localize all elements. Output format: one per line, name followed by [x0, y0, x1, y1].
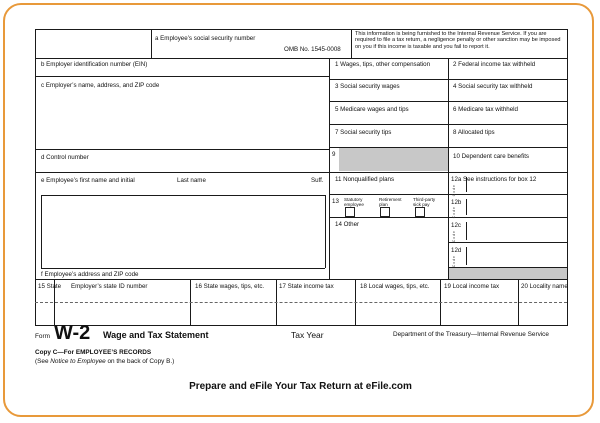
address-box-top [41, 195, 325, 196]
label-retirement-plan: Retirement plan [379, 197, 402, 207]
label-box17: 17 State income tax [279, 283, 334, 290]
label-box16: 16 State wages, tips, etc. [195, 283, 265, 290]
see-notice-italic: Notice to Employee [50, 358, 106, 365]
tax-year-label: Tax Year [291, 330, 324, 340]
checkbox-retirement-plan[interactable] [380, 207, 390, 217]
address-box-right [325, 195, 326, 268]
line-state-top [35, 279, 567, 280]
see-notice-line [35, 358, 174, 366]
label-box19: 19 Local income tax [444, 283, 500, 290]
label-box18: 18 Local wages, tips, etc. [360, 283, 430, 290]
label-box-e-last: Last name [177, 177, 206, 184]
line-c [35, 149, 329, 150]
form-title: Wage and Tax Statement [103, 330, 209, 340]
code-label-12c: C o d e [452, 231, 456, 243]
see-notice-post: on the back of Copy B.) [105, 358, 175, 365]
divider-a-left [151, 29, 152, 58]
see-notice-pre: (See [35, 358, 51, 365]
label-statutory-employee: Statutory employee [344, 197, 364, 207]
divider-right-columns [448, 58, 449, 279]
label-box15-state: 15 State [38, 283, 62, 290]
border-right [567, 29, 568, 326]
efile-cta: Prepare and eFile Your Tax Return at eFile.com [189, 381, 412, 392]
label-box6: 6 Medicare tax withheld [453, 106, 519, 113]
label-box12b: 12b [451, 199, 462, 206]
label-box12d: 12d [451, 247, 462, 254]
label-box11: 11 Nonqualified plans [335, 176, 395, 183]
code-label-12a: C o d e [452, 185, 456, 197]
line-12b [448, 217, 567, 218]
line-12c [448, 242, 567, 243]
divider-notice-left [351, 29, 352, 58]
w2-form-grid [35, 29, 567, 325]
label-box12a: 12a See instructions for box 12 [451, 176, 537, 183]
label-box4: 4 Social security tax withheld [453, 83, 533, 90]
border-top [35, 29, 567, 30]
label-box13: 13 [332, 198, 339, 205]
label-box-c: c Employer’s name, address, and ZIP code [41, 82, 160, 89]
label-omb: OMB No. 1545-0008 [284, 46, 341, 53]
line-b [35, 76, 329, 77]
label-box2: 2 Federal income tax withheld [453, 61, 536, 68]
code-label-12d: C o d e [452, 256, 456, 268]
label-box9: 9 [332, 151, 336, 158]
box9-shade [339, 148, 448, 171]
department-label: Department of the Treasury—Internal Revenue Service [393, 331, 549, 338]
code-divider-12c [466, 222, 467, 240]
row-line-top [35, 58, 567, 59]
checkbox-third-party-sick-pay[interactable] [415, 207, 425, 217]
label-irs-notice: This information is being furnished to the Internal Revenue Service. If you are required to file a tax return, a negligence penalty or other sanction may be imposed on you if this income is taxable and you fail to report it. [355, 31, 561, 50]
card-frame [3, 3, 594, 417]
border-bottom [35, 325, 567, 326]
line-d [35, 172, 329, 173]
form-id: W-2 [54, 322, 91, 344]
label-box-d: d Control number [41, 154, 89, 161]
checkbox-statutory-employee[interactable] [345, 207, 355, 217]
code-divider-12b [466, 199, 467, 215]
label-box-e-suff: Suff. [311, 177, 324, 184]
label-box-a: a Employee’s social security number [155, 35, 256, 42]
label-box1: 1 Wages, tips, other compensation [335, 61, 431, 68]
box12-shade [449, 268, 567, 279]
line-row5 [329, 172, 567, 173]
label-box-e-first: e Employee’s first name and initial [41, 177, 135, 184]
state-row-divider [35, 302, 567, 303]
form-word: Form [35, 333, 50, 340]
label-box5: 5 Medicare wages and tips [335, 106, 409, 113]
label-third-party-sick-pay: Third-party sick pay [413, 197, 436, 207]
divider-left-right [329, 58, 330, 279]
label-box12c: 12c [451, 222, 461, 229]
label-box10: 10 Dependent care benefits [453, 153, 530, 160]
line-row6-left [329, 194, 448, 195]
line-row3 [329, 124, 567, 125]
copy-line: Copy C—For EMPLOYEE’S RECORDS [35, 349, 152, 356]
border-left [35, 29, 36, 325]
label-box15-state-id: Employer’s state ID number [71, 283, 148, 290]
code-divider-12d [466, 247, 467, 265]
code-label-12b: C o d e [452, 207, 456, 219]
line-12a [448, 194, 567, 195]
label-box20: 20 Locality name [521, 283, 568, 290]
label-box14: 14 Other [335, 221, 360, 228]
line-row2 [329, 101, 567, 102]
address-box-bottom [41, 268, 325, 269]
label-box3: 3 Social security wages [335, 83, 400, 90]
label-box7: 7 Social security tips [335, 129, 392, 136]
label-box-f: f Employee’s address and ZIP code [41, 271, 139, 278]
line-row7-left [329, 217, 448, 218]
label-box8: 8 Allocated tips [453, 129, 495, 136]
address-box-left [41, 195, 42, 268]
label-box-b: b Employer identification number (EIN) [41, 61, 148, 68]
line-row1 [329, 79, 567, 80]
